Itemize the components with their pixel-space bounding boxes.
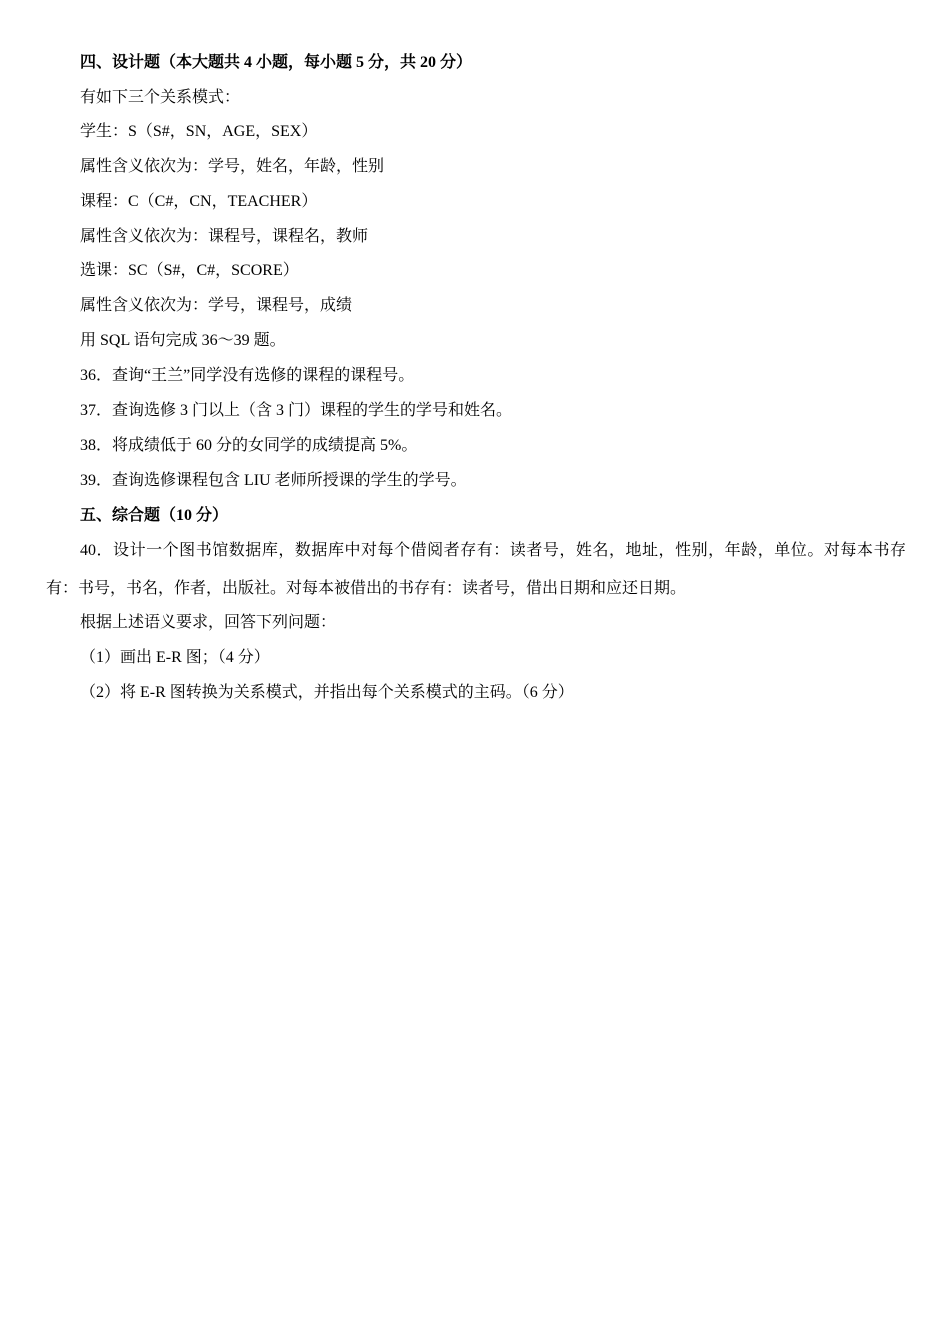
- question-38: 38．将成绩低于 60 分的女同学的成绩提高 5%。: [80, 437, 418, 454]
- sc-attributes: 属性含义依次为：学号，课程号，成绩: [80, 297, 353, 314]
- section4-intro: 有如下三个关系模式：: [80, 89, 241, 106]
- question-39: 39．查询选修课程包含 LIU 老师所授课的学生的学号。: [80, 472, 467, 489]
- question-40-part1: （1）画出 E-R 图；（4 分）: [80, 649, 270, 666]
- sql-instruction: 用 SQL 语句完成 36～39 题。: [80, 332, 286, 349]
- student-schema: 学生：S（S#，SN，AGE，SEX）: [80, 123, 318, 140]
- section4-heading: 四、设计题（本大题共 4 小题，每小题 5 分，共 20 分）: [80, 54, 473, 71]
- sc-schema: 选课：SC（S#，C#，SCORE）: [80, 262, 299, 279]
- question-40-part2: （2）将 E-R 图转换为关系模式，并指出每个关系模式的主码。（6 分）: [80, 684, 574, 701]
- question-37: 37．查询选修 3 门以上（含 3 门）课程的学生的学号和姓名。: [80, 402, 513, 419]
- section5-heading: 五、综合题（10 分）: [80, 507, 229, 524]
- course-attributes: 属性含义依次为：课程号，课程名，教师: [80, 228, 369, 245]
- course-schema: 课程：C（C#，CN，TEACHER）: [80, 193, 318, 210]
- student-attributes: 属性含义依次为：学号，姓名，年龄，性别: [80, 158, 385, 175]
- question-36: 36．查询“王兰”同学没有选修的课程的课程号。: [80, 367, 415, 384]
- question-40-prompt: 根据上述语义要求，回答下列问题：: [80, 614, 337, 631]
- question-40: 40．设计一个图书馆数据库，数据库中对每个借阅者存有：读者号，姓名，地址，性别，年龄，单位。对每本书存有：书号，书名，作者，出版社。对每本被借出的书存有：读者号，借出日期和应还日期。: [46, 542, 906, 597]
